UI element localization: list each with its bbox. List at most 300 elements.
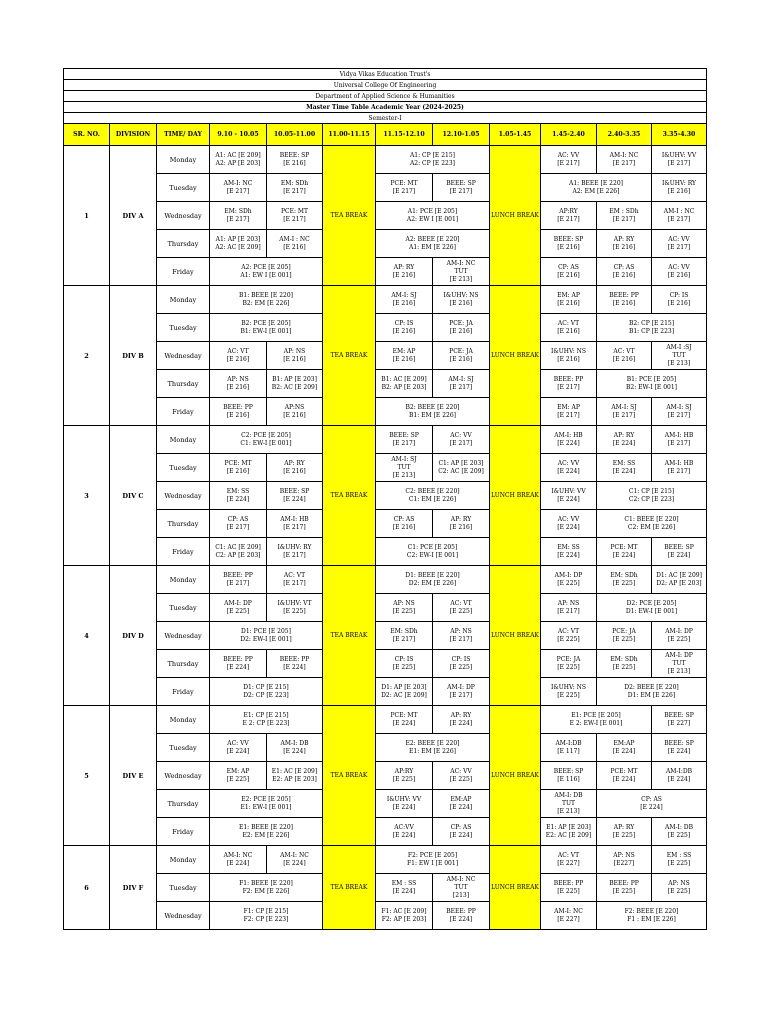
cell-text: AM-I: NC [E 224] (280, 851, 309, 867)
cell-text: CP: IS [E 216] (392, 319, 416, 335)
cell-text: D1: AP [E 203] D2: AC [E 209] (381, 683, 427, 699)
cell-text: E1: CP [E 215] E 2: CP [E 223] (242, 711, 290, 727)
timetable-cell (597, 538, 652, 566)
cell-text: BEEE: SP [E 217] (446, 179, 476, 195)
timetable-cell (433, 678, 490, 706)
cell-text: AP: NS [E 225] (392, 599, 416, 615)
timetable-cell (376, 538, 490, 566)
sr-number: 4 (64, 566, 110, 706)
col-header: 1.45-2.40 (541, 124, 597, 146)
table-row (64, 846, 707, 874)
cell-text: AM-I: NC [E 227] (554, 907, 583, 923)
timetable-cell (433, 902, 490, 930)
cell-text: EM : SS [E 224] (391, 879, 417, 895)
cell-text: BEEE: PP [E 225] (553, 879, 584, 895)
cell-text: B2: BEEE [E 220] B1: EM [E 226] (405, 403, 460, 419)
timetable-cell (541, 594, 597, 622)
timetable-cell (541, 678, 597, 706)
timetable-cell (210, 902, 323, 930)
timetable-cell (267, 146, 323, 174)
cell-text: C2: BEEE [E 220] C1: EM [E 226] (405, 487, 460, 503)
cell-text: BEEE: SP [E 224] (664, 543, 694, 559)
timetable-cell (376, 566, 490, 594)
timetable-cell (267, 846, 323, 874)
cell-text: CP: AS [E 217] (226, 515, 250, 531)
timetable-cell (541, 818, 597, 846)
timetable-cell (433, 258, 490, 286)
timetable-cell (376, 146, 490, 174)
tea-break-cell: TEA BREAK (323, 146, 376, 286)
cell-text: I&UHV: RY [E 217] (277, 543, 312, 559)
table-row (64, 398, 707, 426)
cell-text: AM-I: DB [E 225] (665, 823, 694, 839)
cell-text: AP:NS [E 216] (283, 403, 306, 419)
timetable-cell (376, 454, 433, 482)
cell-text: AM-I: NC TUT [E 213] (446, 259, 476, 283)
cell-text: CP: AS [E 216] (612, 263, 636, 279)
timetable-cell (210, 874, 323, 902)
cell-text: BEEE: PP [E 224] (279, 655, 310, 671)
timetable-cell (541, 706, 652, 734)
cell-text: F1: AC [E 209] F2: AP [E 203] (381, 907, 427, 923)
cell-text: AM-I: DP [E 225] (224, 599, 252, 615)
timetable-cell (597, 258, 652, 286)
cell-text: EM : SDh [E 217] (609, 207, 639, 223)
lunch-break-cell: LUNCH BREAK (490, 566, 541, 706)
timetable-cell (541, 258, 597, 286)
timetable-cell (376, 622, 433, 650)
cell-text: AM-I: DP TUT [E 213] (665, 651, 693, 675)
cell-text: A1: CP [E 215] A2: CP [E 223] (409, 151, 456, 167)
cell-text: CP: IS [E 216] (667, 291, 691, 307)
timetable-cell (433, 426, 490, 454)
cell-text: EM: SDh [E 217] (224, 207, 252, 223)
cell-text: AM-I: SJ [E 217] (666, 403, 692, 419)
cell-text: AP: RY [E 224] (612, 431, 636, 447)
cell-text: AM-I: SJ [E 216] (391, 291, 417, 307)
cell-text: I&UHV: VV [E 224] (386, 795, 422, 811)
timetable-cell (210, 314, 323, 342)
timetable-cell (652, 846, 707, 874)
day-name: Monday (157, 286, 210, 314)
timetable-cell (210, 174, 267, 202)
timetable-cell (597, 202, 652, 230)
timetable-cell (267, 734, 323, 762)
sr-number: 1 (64, 146, 110, 286)
day-name: Friday (157, 678, 210, 706)
cell-text: D1: AC [E 209] D2: AP [E 203] (656, 571, 702, 587)
timetable-cell (597, 398, 652, 426)
cell-text: EM: SS [E 224] (226, 487, 250, 503)
timetable-cell (541, 146, 597, 174)
cell-text: AC: VV [E 224] (557, 459, 580, 475)
timetable-cell (210, 482, 267, 510)
timetable-cell (541, 342, 597, 370)
cell-text: AM-I: HB [E 217] (664, 431, 694, 447)
table-row (64, 790, 707, 818)
timetable-cell (597, 146, 652, 174)
table-row (64, 678, 707, 706)
division-name: DIV E (110, 706, 157, 846)
day-name: Wednesday (157, 902, 210, 930)
lunch-break-cell: LUNCH BREAK (490, 846, 541, 930)
tea-break-cell: TEA BREAK (323, 566, 376, 706)
timetable-cell (597, 594, 707, 622)
timetable-cell (210, 510, 267, 538)
timetable-cell (541, 174, 652, 202)
cell-text: EM: AP [E 225] (226, 767, 250, 783)
timetable-cell (597, 370, 707, 398)
cell-text: EM: AP [E 216] (392, 347, 416, 363)
col-header: 3.35-4.30 (652, 124, 707, 146)
cell-text: CP: IS [E 225] (392, 655, 416, 671)
timetable-cell (433, 314, 490, 342)
sr-number: 5 (64, 706, 110, 846)
timetable-cell (267, 202, 323, 230)
cell-text: AM-I: DP [E 225] (554, 571, 583, 587)
timetable-cell (433, 790, 490, 818)
timetable-cell (597, 510, 707, 538)
timetable-cell (652, 734, 707, 762)
cell-text: AC: VV [E 217] (449, 431, 473, 447)
timetable-cell (210, 342, 267, 370)
col-header: TIME/ DAY (157, 124, 210, 146)
cell-text: AC: VT [E 225] (557, 627, 580, 643)
timetable-cell (541, 846, 597, 874)
cell-text: BEEE: PP [E 224] (446, 907, 476, 923)
day-name: Tuesday (157, 314, 210, 342)
timetable-cell (433, 594, 490, 622)
cell-text: A2: PCE [E 205] A1: EW I [E 001] (240, 263, 292, 279)
timetable-cell (210, 846, 267, 874)
timetable-cell (267, 342, 323, 370)
timetable-cell (652, 342, 707, 370)
sr-number: 6 (64, 846, 110, 930)
timetable-cell (433, 874, 490, 902)
table-row (64, 314, 707, 342)
timetable-cell (210, 566, 267, 594)
cell-text: C1: AP [E 203] C2: AC [E 209] (438, 459, 484, 475)
timetable-cell (652, 874, 707, 902)
day-name: Monday (157, 566, 210, 594)
timetable-cell (376, 510, 433, 538)
cell-text: EM: SS [E 224] (557, 543, 580, 559)
timetable-cell (597, 622, 652, 650)
timetable-cell (210, 762, 267, 790)
timetable-cell (541, 314, 597, 342)
timetable-cell (541, 370, 597, 398)
cell-text: AM-I:DB [E 224] (665, 767, 693, 783)
cell-text: EM: SDh [E 225] (610, 655, 638, 671)
table-row (64, 258, 707, 286)
cell-text: PCE: JA [E 216] (449, 347, 473, 363)
cell-text: AM-I: SJ [E 217] (611, 403, 637, 419)
cell-text: E1: PCE [E 205] E 2: EW-I [E 001] (569, 711, 623, 727)
table-row (64, 342, 707, 370)
cell-text: PCE: MT [E 224] (610, 543, 638, 559)
timetable-cell (652, 202, 707, 230)
table-row (64, 482, 707, 510)
table-row (64, 426, 707, 454)
col-header: 2.40-3.35 (597, 124, 652, 146)
cell-text: F1: CP [E 215] F2: CP [E 223] (243, 907, 289, 923)
timetable-cell (376, 482, 490, 510)
cell-text: D1: BEEE [E 220] D2: EM [E 226] (405, 571, 460, 587)
timetable-cell (376, 818, 433, 846)
day-name: Friday (157, 538, 210, 566)
table-row (64, 762, 707, 790)
day-name: Wednesday (157, 622, 210, 650)
timetable-cell (597, 650, 652, 678)
table-row (64, 734, 707, 762)
table-row (64, 146, 707, 174)
table-row (64, 818, 707, 846)
cell-text: EM: SDh [E 217] (280, 179, 309, 195)
timetable-cell (210, 286, 323, 314)
cell-text: AM-I :SJ TUT [E 213] (666, 343, 692, 367)
cell-text: E2: BEEE [E 220] E1: EM [E 226] (405, 739, 460, 755)
timetable-cell (433, 762, 490, 790)
lunch-break-cell: LUNCH BREAK (490, 286, 541, 426)
timetable-cell (376, 762, 433, 790)
timetable-cell (210, 538, 267, 566)
cell-text: E1: AP [E 203] E2: AC [E 209] (545, 823, 592, 839)
cell-text: EM: SDh [E 225] (610, 571, 638, 587)
table-row (64, 174, 707, 202)
timetable-cell (652, 286, 707, 314)
timetable-cell (541, 622, 597, 650)
timetable-cell (376, 706, 433, 734)
cell-text: BEEE: SP [E 116] (553, 767, 584, 783)
cell-text: AM-I: DB TUT [E 213] (554, 791, 583, 815)
cell-text: AM-I: HB [E 224] (554, 431, 583, 447)
timetable-cell (376, 846, 490, 874)
cell-text: EM: AP [E 216] (557, 291, 580, 307)
cell-text: AP: NS [E 216] (283, 347, 306, 363)
cell-text: PCE: MT [E 217] (390, 179, 418, 195)
table-row (64, 538, 707, 566)
cell-text: BEEE: PP [E 217] (553, 375, 584, 391)
department-name: Department of Applied Science & Humanities (64, 91, 707, 102)
cell-text: AM-I: SJ TUT [E 213] (391, 455, 417, 479)
cell-text: AC: VV [E 224] (226, 739, 250, 755)
sr-number: 3 (64, 426, 110, 566)
timetable-cell (376, 230, 490, 258)
cell-text: AP: NS [E 216] (226, 375, 250, 391)
tea-break-cell: TEA BREAK (323, 426, 376, 566)
cell-text: I&UHV: NS [E 216] (443, 291, 479, 307)
day-name: Wednesday (157, 342, 210, 370)
lunch-break-cell: LUNCH BREAK (490, 426, 541, 566)
timetable-cell (267, 454, 323, 482)
cell-text: D2: BEEE [E 220] D1: EM [E 226] (624, 683, 679, 699)
master-timetable (63, 68, 707, 930)
division-name: DIV C (110, 426, 157, 566)
timetable-cell (210, 622, 323, 650)
cell-text: EM: SS [E 224] (612, 459, 636, 475)
timetable-cell (541, 762, 597, 790)
college-name: Universal College Of Engineering (64, 80, 707, 91)
timetable-cell (541, 230, 597, 258)
timetable-cell (376, 426, 433, 454)
timetable-cell (376, 398, 490, 426)
cell-text: F2: PCE [E 205] F1: EW I [E 001] (406, 851, 459, 867)
day-name: Thursday (157, 510, 210, 538)
timetable-cell (652, 650, 707, 678)
timetable-cell (652, 398, 707, 426)
cell-text: B2: PCE [E 205] B1: EW-I [E 001] (240, 319, 292, 335)
cell-text: C1: AC [E 209] C2: AP [E 203] (215, 543, 261, 559)
cell-text: AP: RY [E 224] (449, 711, 473, 727)
cell-text: A1: PCE [E 205] A2: EW I [E 001] (406, 207, 459, 223)
cell-text: B1: BEEE [E 220] B2: EM [E 226] (238, 291, 294, 307)
timetable-cell (652, 230, 707, 258)
timetable-cell (376, 314, 433, 342)
col-header: 9.10 - 10.05 (210, 124, 267, 146)
day-name: Friday (157, 818, 210, 846)
lunch-break-cell: LUNCH BREAK (490, 706, 541, 846)
timetable-cell (267, 482, 323, 510)
timetable-cell (433, 510, 490, 538)
timetable-cell (376, 342, 433, 370)
table-row (64, 874, 707, 902)
day-name: Monday (157, 706, 210, 734)
cell-text: D2: PCE [E 205] D1: EW-I [E 001] (625, 599, 678, 615)
cell-text: AM-I: NC [E 217] (609, 151, 639, 167)
day-name: Wednesday (157, 762, 210, 790)
cell-text: AC: VV [E 217] (557, 151, 580, 167)
timetable-cell (597, 874, 652, 902)
cell-text: BEEE: PP [E 225] (609, 879, 639, 895)
cell-text: AC: VV [E 216] (667, 263, 691, 279)
cell-text: I&UHV: RY [E 216] (662, 179, 696, 195)
cell-text: AP:RY [E 225] (392, 767, 416, 783)
timetable-cell (376, 258, 433, 286)
cell-text: F2: BEEE [E 220] F1 : EM [E 226] (624, 907, 679, 923)
cell-text: AC:VV [E 224] (392, 823, 416, 839)
timetable-cell (376, 174, 433, 202)
cell-text: AC: VV [E 224] (557, 515, 580, 531)
cell-text: D1: CP [E 215] D2: CP [E 223] (243, 683, 289, 699)
cell-text: AM-I: HB [E 217] (664, 459, 694, 475)
cell-text: AM-I : NC [E 217] (663, 207, 695, 223)
cell-text: PCE: JA [E 225] (556, 655, 581, 671)
cell-text: B2: CP [E 215] B1: CP [E 223] (628, 319, 675, 335)
cell-text: E1: AC [E 209] E2: AP [E 203] (271, 767, 318, 783)
table-row (64, 202, 707, 230)
cell-text: EM:AP [E 224] (612, 739, 636, 755)
table-row (64, 566, 707, 594)
cell-text: CP: AS [E 216] (392, 515, 416, 531)
cell-text: BEEE: SP [E 224] (279, 487, 310, 503)
timetable-cell (376, 650, 433, 678)
cell-text: AM-I:DB [E 117] (555, 739, 582, 755)
cell-text: CP: AS [E 224] (640, 795, 663, 811)
cell-text: AP:RY [E 217] (557, 207, 580, 223)
cell-text: F1: BEEE [E 220] F2: EM [E 226] (239, 879, 293, 895)
timetable-cell (597, 902, 707, 930)
timetable-cell (541, 454, 597, 482)
cell-text: E1: BEEE [E 220] E2: EM [E 226] (238, 823, 293, 839)
timetable-cell (376, 874, 433, 902)
trust-name: Vidya Vikas Education Trust's (64, 69, 707, 80)
cell-text: AP: RY [E 225] (612, 823, 636, 839)
timetable-cell (597, 342, 652, 370)
cell-text: AC: VT [E 216] (226, 347, 250, 363)
cell-text: BEEE: PP [E 217] (223, 571, 253, 587)
timetable-cell (541, 650, 597, 678)
col-header: DIVISION (110, 124, 157, 146)
cell-text: C1: CP [E 215] C2: CP [E 223] (628, 487, 675, 503)
cell-text: CP: AS [E 224] (449, 823, 473, 839)
timetable-cell (210, 790, 323, 818)
timetable-cell (267, 594, 323, 622)
timetable-cell (597, 454, 652, 482)
col-header: 10.05-11.00 (267, 124, 323, 146)
timetable-cell (541, 286, 597, 314)
day-name: Friday (157, 398, 210, 426)
cell-text: I&UHV: NS [E 216] (550, 347, 587, 363)
cell-text: AM-I: DP [E 217] (447, 683, 475, 699)
timetable-cell (267, 510, 323, 538)
day-name: Wednesday (157, 202, 210, 230)
cell-text: EM:AP [E 224] (449, 795, 473, 811)
column-header-row (64, 124, 707, 146)
cell-text: BEEE: PP [E 216] (223, 403, 253, 419)
day-name: Tuesday (157, 734, 210, 762)
cell-text: EM: AP [E 217] (557, 403, 580, 419)
cell-text: CP: AS [E 216] (557, 263, 580, 279)
cell-text: BEEE: SP [E 224] (664, 739, 694, 755)
timetable-cell (267, 762, 323, 790)
day-name: Tuesday (157, 594, 210, 622)
timetable-cell (541, 398, 597, 426)
timetable-cell (210, 734, 267, 762)
tea-break-cell: TEA BREAK (323, 846, 376, 930)
timetable-cell (210, 146, 267, 174)
cell-text: EM: SDh [E 217] (390, 627, 418, 643)
table-row (64, 454, 707, 482)
timetable-cell (210, 230, 267, 258)
cell-text: AP: RY [E 216] (449, 515, 473, 531)
timetable-cell (652, 566, 707, 594)
timetable-cell (210, 818, 323, 846)
timetable-cell (597, 566, 652, 594)
cell-text: AM-I: DP [E 225] (665, 627, 693, 643)
cell-text: A2: BEEE [E 220] A1: EM [E 226] (405, 235, 460, 251)
timetable-cell (433, 454, 490, 482)
cell-text: BEEE: SP [E 216] (279, 151, 310, 167)
day-name: Tuesday (157, 454, 210, 482)
timetable-cell (652, 426, 707, 454)
timetable-cell (267, 230, 323, 258)
col-header: 12.10-1.05 (433, 124, 490, 146)
timetable-cell (541, 482, 597, 510)
cell-text: AC: VT [E 216] (612, 347, 636, 363)
cell-text: C2: PCE [E 205] C1: EW-I [E 001] (240, 431, 292, 447)
timetable-cell (210, 650, 267, 678)
timetable-cell (541, 790, 597, 818)
timetable-cell (267, 370, 323, 398)
day-name: Monday (157, 146, 210, 174)
cell-text: AC: VT [E 225] (449, 599, 473, 615)
timetable-cell (652, 258, 707, 286)
cell-text: BEEE: SP [E 227] (664, 711, 694, 727)
timetable-cell (210, 678, 323, 706)
cell-text: AC: VT [E 216] (557, 319, 580, 335)
cell-text: PCE: MT [E 224] (610, 767, 638, 783)
timetable-cell (433, 650, 490, 678)
